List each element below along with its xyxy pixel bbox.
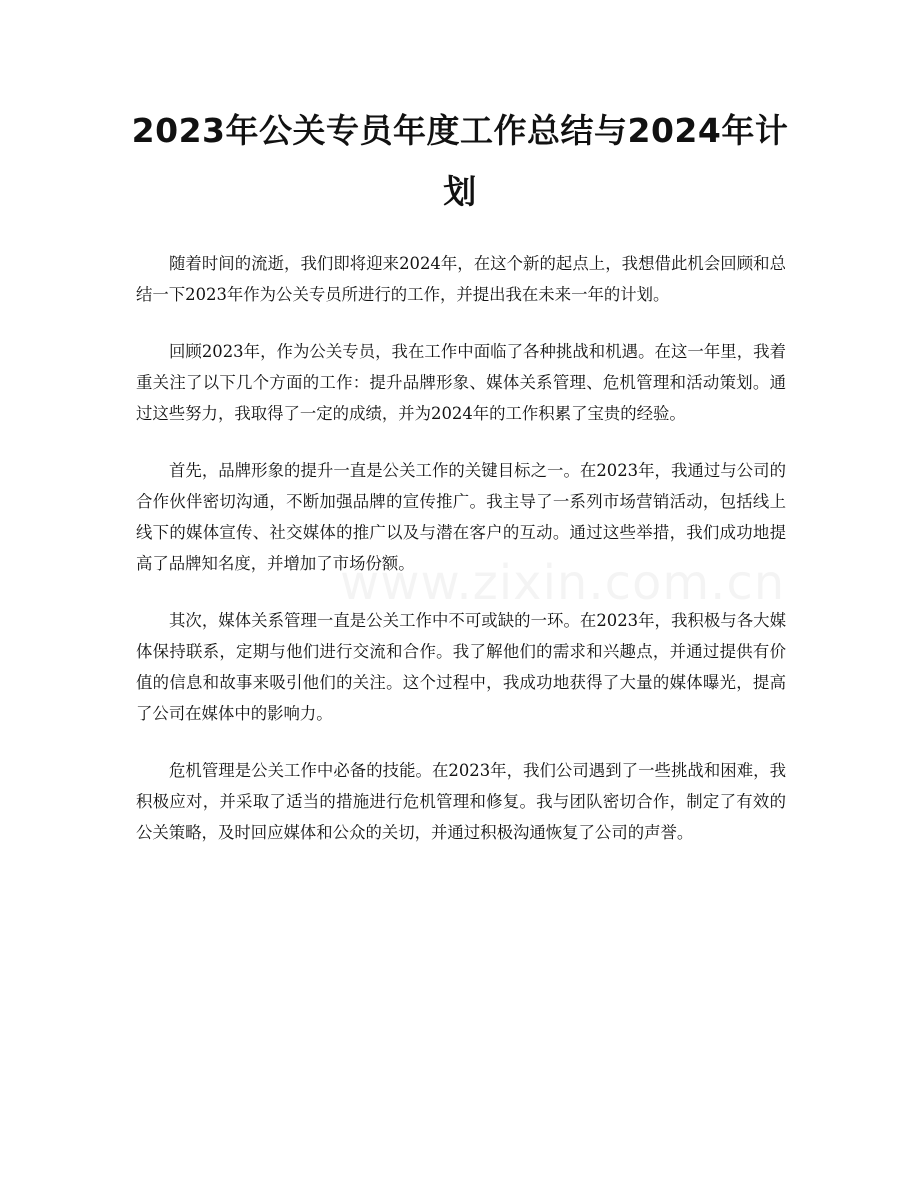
paragraph-media-relations: 其次，媒体关系管理一直是公关工作中不可或缺的一环。在2023年，我积极与各大媒体保持联系，定期与他们进行交流和合作。我了解他们的需求和兴趣点，并通过提供有价值的信息和故事来吸引他们的关注。这个过程中，我成功地获得了大量的媒体曝光，提高了公司在媒体中的影响力。 [136,611,786,723]
paragraph-review: 回顾2023年，作为公关专员，我在工作中面临了各种挑战和机遇。在这一年里，我着重关注了以下几个方面的工作：提升品牌形象、媒体关系管理、危机管理和活动策划。通过这些努力，我取得了一定的成绩，并为2024年的工作积累了宝贵的经验。 [136,342,786,423]
paragraph-intro: 随着时间的流逝，我们即将迎来2024年，在这个新的起点上，我想借此机会回顾和总结一下2023年作为公关专员所进行的工作，并提出我在未来一年的计划。 [136,254,786,304]
document-body [136,248,786,874]
document-title: 2023年公关专员年度工作总结与2024年计划 [131,111,789,211]
paragraph-brand-image: 首先，品牌形象的提升一直是公关工作的关键目标之一。在2023年，我通过与公司的合作伙伴密切沟通，不断加强品牌的宣传推广。我主导了一系列市场营销活动，包括线上线下的媒体宣传、社交媒体的推广以及与潜在客户的互动。通过这些举措，我们成功地提高了品牌知名度，并增加了市场份额。 [136,461,786,573]
paragraph-crisis-management: 危机管理是公关工作中必备的技能。在2023年，我们公司遇到了一些挑战和困难，我积极应对，并采取了适当的措施进行危机管理和修复。我与团队密切合作，制定了有效的公关策略，及时回应媒体和公众的关切，并通过积极沟通恢复了公司的声誉。 [136,761,786,842]
